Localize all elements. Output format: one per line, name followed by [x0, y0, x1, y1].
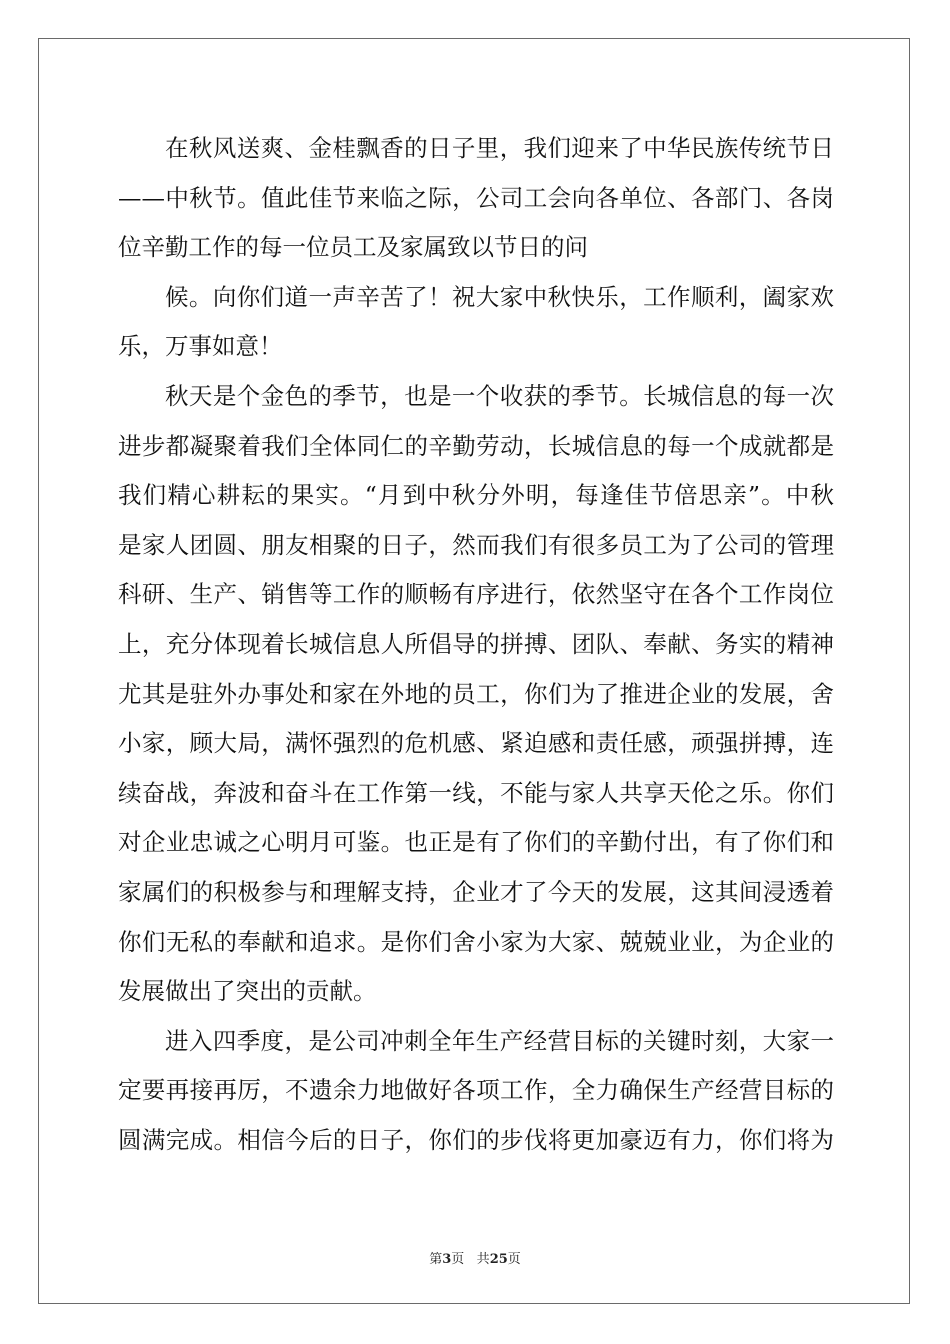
- paragraph-line: 对企业忠诚之心明月可鉴。也正是有了你们的辛勤付出，有了你们和: [118, 828, 834, 857]
- paragraph-line: 秋天是个金色的季节，也是一个收获的季节。长城信息的每一次: [165, 381, 834, 410]
- paragraph-line: 定要再接再厉，不遗余力地做好各项工作，全力确保生产经营目标的: [118, 1076, 834, 1105]
- paragraph-line: 进入四季度，是公司冲刺全年生产经营目标的关键时刻，大家一: [165, 1026, 834, 1055]
- paragraph-line: 科研、生产、销售等工作的顺畅有序进行，依然坚守在各个工作岗位: [118, 580, 834, 609]
- paragraph-line: 我们精心耕耘的果实。“月到中秋分外明，每逢佳节倍思亲”。中秋: [118, 481, 834, 510]
- paragraph-line: 乐，万事如意！: [118, 332, 283, 361]
- paragraph-line: 续奋战，奔波和奋斗在工作第一线，不能与家人共享天伦之乐。你们: [118, 778, 834, 807]
- page-prefix: 第: [429, 1252, 443, 1267]
- page-footer: [0, 1248, 950, 1267]
- paragraph-line: ——中秋节。值此佳节来临之际，公司工会向各单位、各部门、各岗: [118, 183, 834, 212]
- paragraph-line: 发展做出了突出的贡献。: [118, 977, 377, 1006]
- page-suffix: 页: [451, 1252, 465, 1267]
- total-pages: 25: [489, 1252, 508, 1267]
- document-body: [118, 124, 834, 1165]
- total-prefix: 共: [476, 1252, 490, 1267]
- paragraph-line: 小家，顾大局，满怀强烈的危机感、紧迫感和责任感，顽强拼搏，连: [118, 729, 834, 758]
- page-number: 3: [442, 1252, 452, 1267]
- paragraph-line: 尤其是驻外办事处和家在外地的员工，你们为了推进企业的发展，舍: [118, 679, 834, 708]
- total-suffix: 页: [507, 1252, 521, 1267]
- paragraph-line: 家属们的积极参与和理解支持，企业才了今天的发展，这其间浸透着: [118, 877, 834, 906]
- paragraph-line: 进步都凝聚着我们全体同仁的辛勤劳动，长城信息的每一个成就都是: [118, 431, 834, 460]
- paragraph-line: 你们无私的奉献和追求。是你们舍小家为大家、兢兢业业，为企业的: [118, 927, 834, 956]
- paragraph-line: 候。向你们道一声辛苦了！祝大家中秋快乐，工作顺利，阖家欢: [165, 282, 834, 311]
- paragraph-line: 在秋风送爽、金桂飘香的日子里，我们迎来了中华民族传统节日: [165, 134, 834, 162]
- paragraph-line: 位辛勤工作的每一位员工及家属致以节日的问: [118, 233, 588, 262]
- paragraph-line: 圆满完成。相信今后的日子，你们的步伐将更加豪迈有力，你们将为: [118, 1125, 834, 1154]
- paragraph-line: 上，充分体现着长城信息人所倡导的拼搏、团队、奉献、务实的精神: [118, 629, 834, 658]
- paragraph-line: 是家人团圆、朋友相聚的日子，然而我们有很多员工为了公司的管理: [118, 530, 834, 559]
